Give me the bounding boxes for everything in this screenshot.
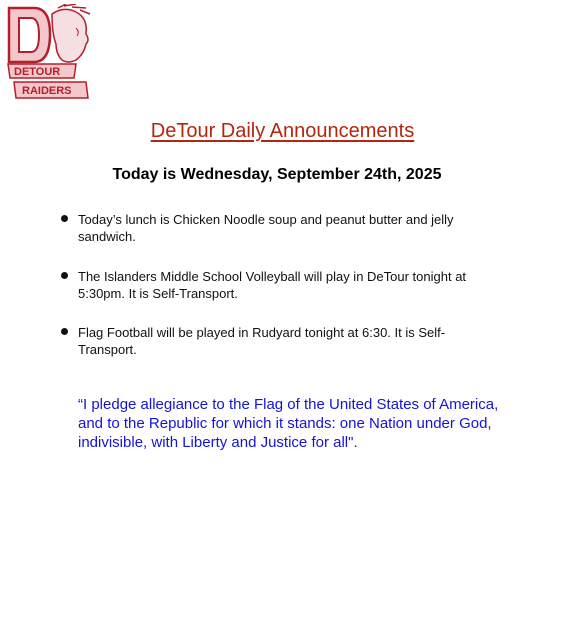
- list-item: [78, 268, 503, 302]
- bullet-icon: [61, 272, 68, 279]
- raiders-logo-icon: [6, 4, 92, 106]
- list-item: [78, 324, 503, 358]
- list-item: [78, 211, 503, 245]
- date-heading: Today is Wednesday, September 24th, 2025: [112, 166, 442, 183]
- logo-line2: RAIDERS: [22, 85, 72, 97]
- logo-line1: DETOUR: [14, 66, 61, 78]
- page-title: DeTour Daily Announcements: [150, 120, 415, 142]
- pledge-of-allegiance: “I pledge allegiance to the Flag of the United States of America, and to the Republic for which it stands: one Nation under God, indivisible, with Liberty and Justice for all".: [78, 396, 499, 451]
- announcement-text: Flag Football will be played in Rudyard tonight at 6:30. It is Self-Transport.: [78, 325, 446, 357]
- announcement-text: The Islanders Middle School Volleyball will play in DeTour tonight at 5:30pm. It is Self-Transport.: [78, 269, 467, 301]
- announcement-text: Today’s lunch is Chicken Noodle soup and peanut butter and jelly sandwich.: [78, 212, 454, 244]
- bullet-icon: [61, 328, 68, 335]
- bullet-icon: [61, 215, 68, 222]
- school-logo: [6, 4, 92, 106]
